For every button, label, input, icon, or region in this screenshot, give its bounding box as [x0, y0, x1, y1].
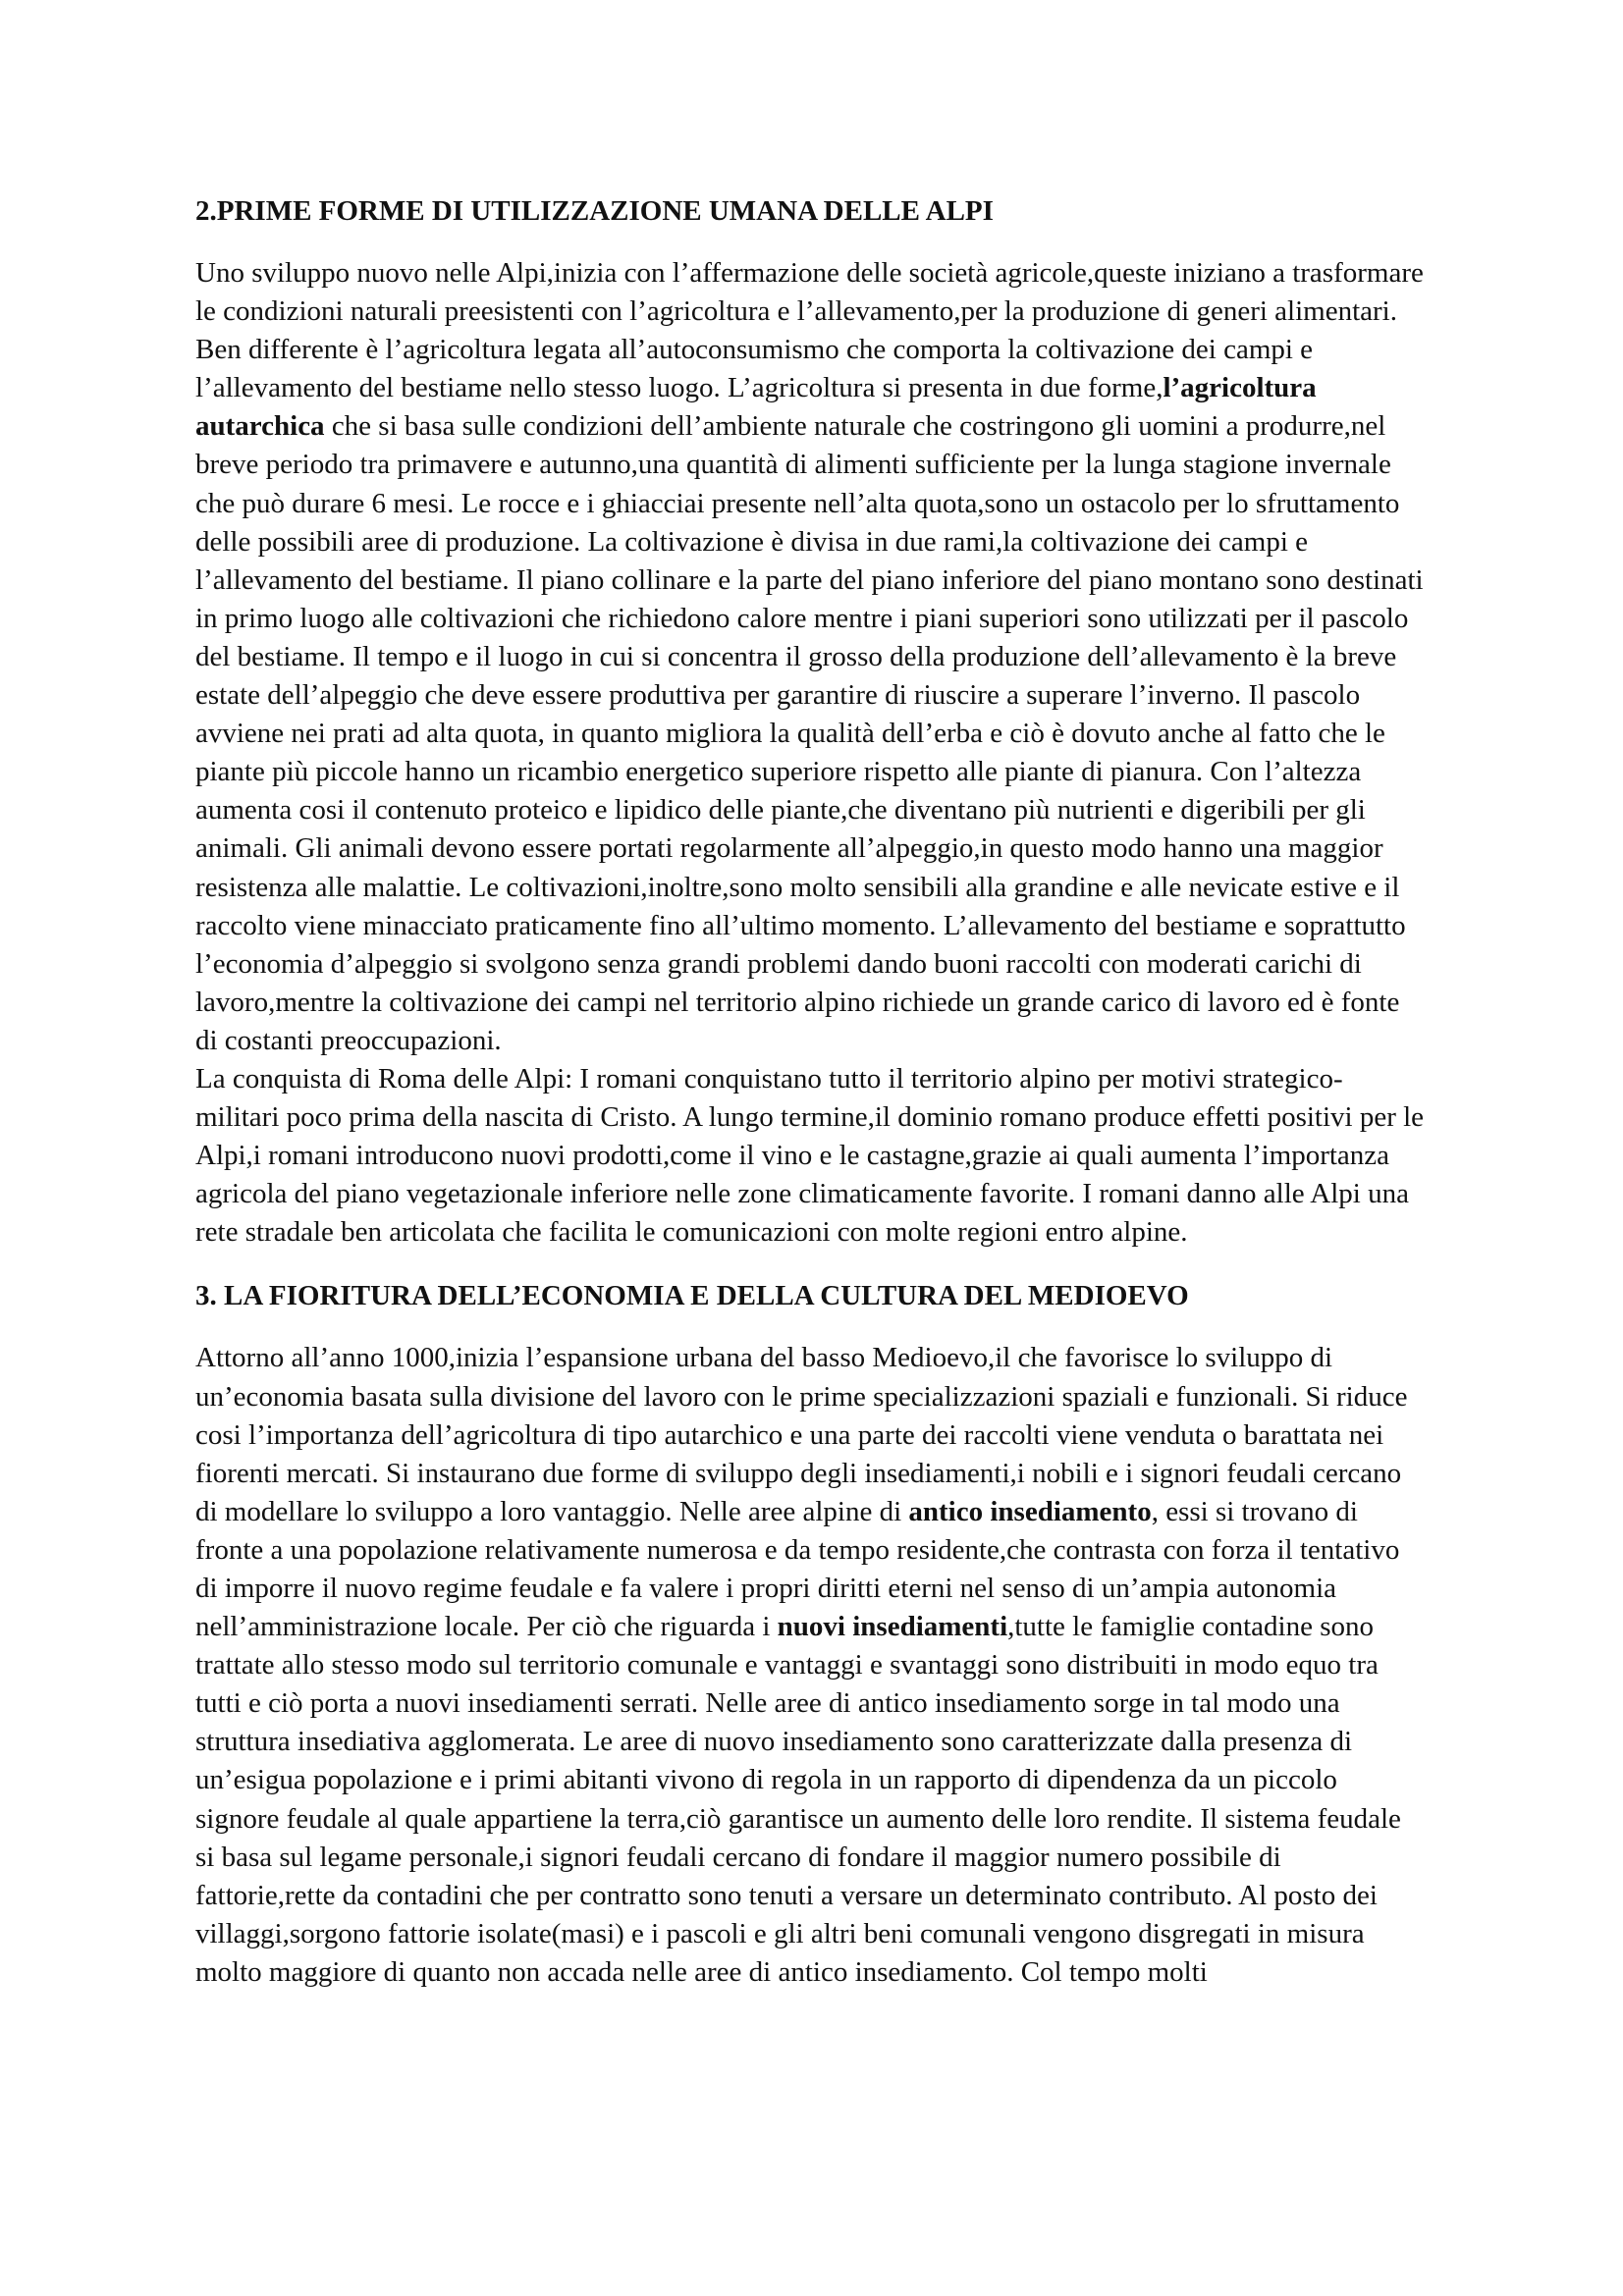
section-2-paragraph-2: La conquista di Roma delle Alpi: I romani conquistano tutto il territorio alpino per motivi strategico-militari poco prima della nascita di Cristo. A lungo termine,il dominio romano produce effetti positivi per le Alpi,i romani introducono nuovi prodotti,come il vino e le castagne,grazie ai quali aumenta l’importanza agricola del piano vegetazionale inferiore nelle zone climaticamente favorite. I romani danno alle Alpi una rete stradale ben articolata che facilita le comunicazioni con molte regioni entro alpine.: [195, 1062, 1425, 1249]
bold-term-nuovi-insediamenti: nuovi insediamenti: [777, 1611, 1008, 1643]
bold-term-antico-insediamento: antico insediamento: [908, 1495, 1152, 1527]
section-2-paragraph-1: [195, 254, 1425, 1060]
paragraph-text: , essi si trovano di fronte a una popolazione relativamente numerosa e da tempo residente,che contrasta con forza il tentativo di imporre il nuovo regime feudale e fa valere i propri diritti eterni nel senso di un’ampia autonomia nell’amministrazione locale. Per ciò che riguarda i: [195, 1495, 1400, 1643]
paragraph-text: che si basa sulle condizioni dell’ambiente naturale che costringono gli uomini a produrre,nel breve periodo tra primavere e autunno,una quantità di alimenti sufficiente per la lunga stagione invernale che può durare 6 mesi. Le rocce e i ghiacciai presente nell’alta quota,sono un ostacolo per lo sfruttamento delle possibili aree di produzione. La coltivazione è divisa in due rami,la coltivazione dei campi e l’allevamento del bestiame. Il piano collinare e la parte del piano inferiore del piano montano sono destinati in primo luogo alle coltivazioni che richiedono calore mentre i piani superiori sono utilizzati per il pascolo del bestiame. Il tempo e il luogo in cui si concentra il grosso della produzione dell’allevamento è la breve estate dell’alpeggio che deve essere produttiva per garantire di riuscire a superare l’inverno. Il pascolo avviene nei prati ad alta quota, in quanto migliora la qualità dell’erba e ciò è dovuto anche al fatto che le piante più piccole hanno un ricambio energetico superiore rispetto alle piante di pianura. Con l’altezza aumenta cosi il contenuto proteico e lipidico delle piante,che diventano più nutrienti e digeribili per gli animali. Gli animali devono essere portati regolarmente all’alpeggio,in questo modo hanno una maggior resistenza alle malattie. Le coltivazioni,inoltre,sono molto sensibili alla grandine e alle nevicate estive e il raccolto viene minacciato praticamente fino all’ultimo momento. L’allevamento del bestiame e soprattutto l’economia d’alpeggio si svolgono senza grandi problemi dando buoni raccolti con moderati carichi di lavoro,mentre la coltivazione dei campi nel territorio alpino richiede un grande carico di lavoro ed è fonte di costanti preoccupazioni.: [195, 410, 1424, 1056]
section-2-heading: 2.PRIME FORME DI UTILIZZAZIONE UMANA DELLE ALPI: [195, 195, 994, 227]
bold-term-agricoltura-autarchica: l’agricoltura autarchica: [195, 372, 1317, 443]
paragraph-text: Attorno all’anno 1000,inizia l’espansione urbana del basso Medioevo,il che favorisce lo sviluppo di un’economia basata sulla divisione del lavoro con le prime specializzazioni spaziali e funzionali. Si riduce cosi l’importanza dell’agricoltura di tipo autarchico e una parte dei raccolti viene venduta o barattata nei fiorenti mercati. Si instaurano due forme di sviluppo degli insediamenti,i nobili e i signori feudali cercano di modellare lo sviluppo a loro vantaggio. Nelle aree alpine di: [195, 1342, 1408, 1527]
paragraph-text: Uno sviluppo nuovo nelle Alpi,inizia con l’affermazione delle società agricole,queste iniziano a trasformare le condizioni naturali preesistenti con l’agricoltura e l’allevamento,per la produzione di generi alimentari. Ben differente è l’agricoltura legata all’autoconsumismo che comporta la coltivazione dei campi e l’allevamento del bestiame nello stesso luogo. L’agricoltura si presenta in due forme,: [195, 257, 1424, 404]
paragraph-text: ,tutte le famiglie contadine sono trattate allo stesso modo sul territorio comunale e vantaggi e svantaggi sono distribuiti in modo equo tra tutti e ciò porta a nuovi insediamenti serrati. Nelle aree di antico insediamento sorge in tal modo una struttura insediativa agglomerata. Le aree di nuovo insediamento sono caratterizzate dalla presenza di un’esigua popolazione e i primi abitanti vivono di regola in un rapporto di dipendenza da un piccolo signore feudale al quale appartiene la terra,ciò garantisce un aumento delle loro rendite. Il sistema feudale si basa sul legame personale,i signori feudali cercano di fondare il maggior numero possibile di fattorie,rette da contadini che per contratto sono tenuti a versare un determinato contributo. Al posto dei villaggi,sorgono fattorie isolate(masi) e i pascoli e gli altri beni comunali vengono disgregati in misura molto maggiore di quanto non accada nelle aree di antico insediamento. Col tempo molti: [195, 1611, 1401, 1988]
section-3-heading: 3. LA FIORITURA DELL’ECONOMIA E DELLA CULTURA DEL MEDIOEVO: [195, 1280, 1189, 1312]
page-content: [195, 192, 1425, 1992]
section-3-paragraph-1: [195, 1339, 1425, 1992]
